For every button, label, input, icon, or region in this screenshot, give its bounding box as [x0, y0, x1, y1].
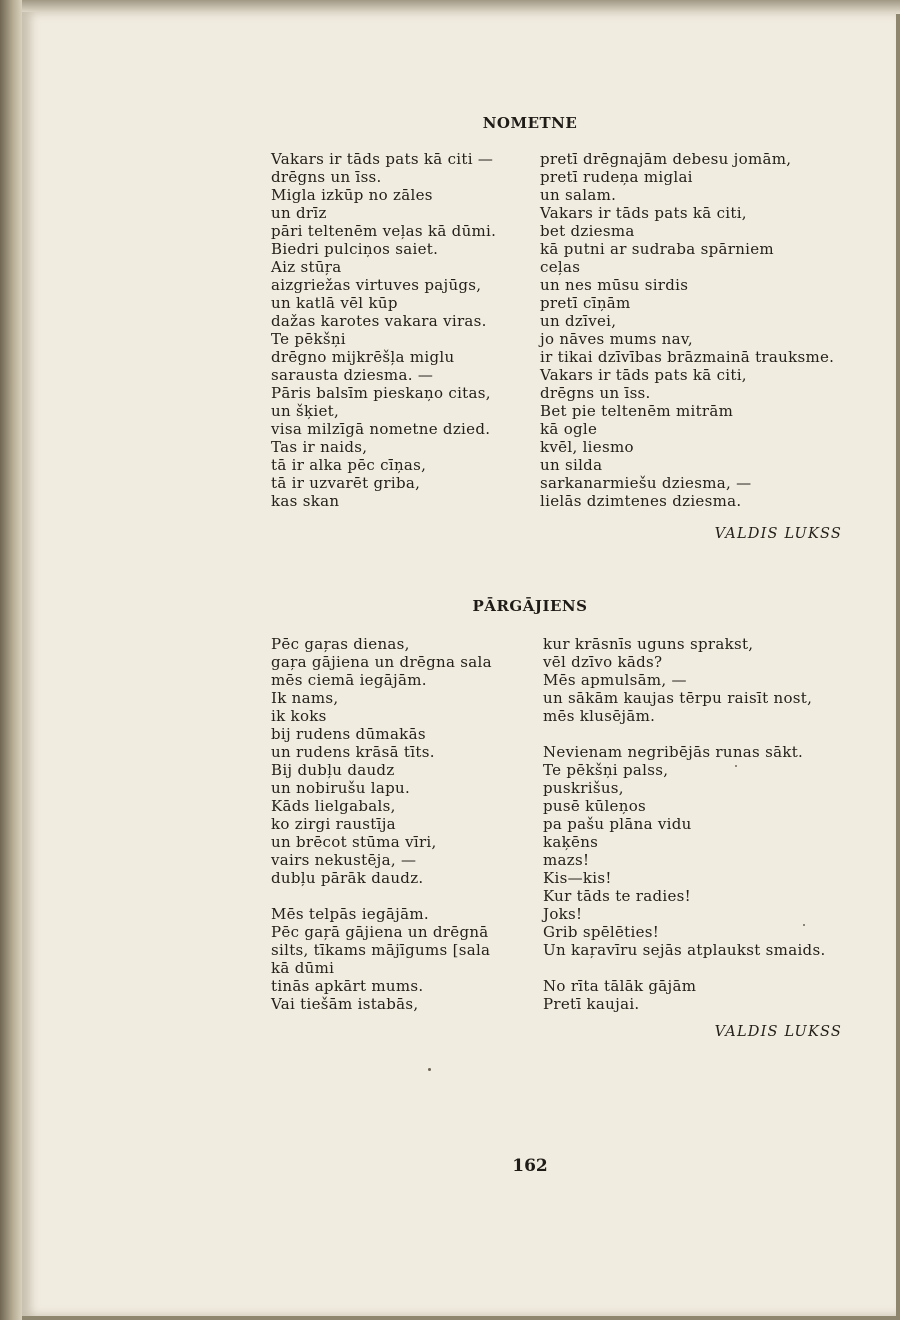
poem1-author: VALDIS LUKSS [714, 526, 842, 542]
poem-line: Kāds lielgabals, [271, 797, 396, 815]
poem-line: drēgns un īss. [271, 168, 382, 186]
poem-line: drēgno mijkrēšļa miglu [271, 348, 455, 366]
page-number: 162 [512, 1156, 548, 1176]
poem-line: Bij dubļu daudz [271, 761, 395, 779]
poem-line: dubļu pārāk daudz. [271, 869, 424, 887]
poem-line: un dzīvei, [540, 312, 617, 330]
poem-line: No rīta tālāk gājām [543, 977, 697, 995]
poem-line: kā dūmi [271, 959, 335, 977]
poem-line: pretī drēgnajām debesu jomām, [540, 150, 792, 168]
poem-line: un silda [540, 456, 603, 474]
poem-line: sarausta dziesma. — [271, 366, 434, 384]
poem-line: gaŗa gājiena un drēgna sala [271, 653, 492, 671]
poem-line: puskrišus, [543, 779, 624, 797]
poem-line: ceļas [540, 258, 581, 276]
poem-line: Vakars ir tāds pats kā citi, [540, 366, 747, 384]
paper-speck [735, 765, 737, 767]
poem-line: Tas ir naids, [271, 438, 368, 456]
poem-line: Migla izkūp no zāles [271, 186, 433, 204]
poem-line: tā ir uzvarēt griba, [271, 474, 421, 492]
poem-line: pretī rudeņa miglai [540, 168, 693, 186]
poem-line: kaķēns [543, 833, 599, 851]
poem-line: mēs klusējām. [543, 707, 656, 725]
poem-line: ko zirgi raustīja [271, 815, 396, 833]
poem-line: kur krāsnīs uguns sprakst, [543, 635, 754, 653]
poem-line: Joks! [543, 905, 583, 923]
poem-line: drēgns un īss. [540, 384, 651, 402]
poem-line [543, 959, 826, 977]
poem-line: Pāris balsīm pieskaņo citas, [271, 384, 491, 402]
paper-speck [428, 1068, 431, 1071]
poem-line: un rudens krāsā tīts. [271, 743, 435, 761]
poem-line: Vakars ir tāds pats kā citi, [540, 204, 747, 222]
poem2-left-column [271, 635, 492, 1013]
poem-line: bet dziesma [540, 222, 635, 240]
poem-line: tā ir alka pēc cīņas, [271, 456, 427, 474]
poem1-right-column [540, 150, 834, 510]
poem-line: Vakars ir tāds pats kā citi — [271, 150, 494, 168]
poem-line: ik koks [271, 707, 327, 725]
poem-line: Kis—kis! [543, 869, 612, 887]
poem-line: Nevienam negribējās runas sākt. [543, 743, 804, 761]
poem2-author: VALDIS LUKSS [714, 1024, 842, 1040]
poem2-right-column [543, 635, 826, 1013]
book-spine [0, 0, 22, 1320]
poem-line: pretī cīņām [540, 294, 631, 312]
poem-line: Aiz stūŗa [271, 258, 342, 276]
poem-line: pāri teltenēm veļas kā dūmi. [271, 222, 497, 240]
poem-line: Un kaŗavīru sejās atplaukst smaids. [543, 941, 826, 959]
poem-line: bij rudens dūmakās [271, 725, 426, 743]
poem-line [543, 725, 826, 743]
poem-line: Mēs apmulsām, — [543, 671, 687, 689]
poem1-title: NOMETNE [482, 114, 578, 132]
poem-line: un nes mūsu sirdis [540, 276, 689, 294]
poem-line: pusē kūleņos [543, 797, 647, 815]
poem-line: sarkanarmiešu dziesma, — [540, 474, 752, 492]
poem2-title: PĀRGĀJIENS [472, 597, 588, 615]
poem-line: kvēl, liesmo [540, 438, 634, 456]
paper-speck [803, 924, 805, 926]
poem-line: Grib spēlēties! [543, 923, 660, 941]
poem-line: Te pēkšņi palss, [543, 761, 669, 779]
poem-line: Te pēkšņi [271, 330, 346, 348]
poem-line: Pēc gaŗā gājiena un drēgnā [271, 923, 489, 941]
poem-line: un brēcot stūma vīri, [271, 833, 437, 851]
poem-line: Bet pie teltenēm mitrām [540, 402, 734, 420]
poem-line [271, 887, 492, 905]
poem-line: jo nāves mums nav, [540, 330, 693, 348]
poem-line: Pretī kaujai. [543, 995, 640, 1013]
poem-line: un katlā vēl kūp [271, 294, 398, 312]
poem-line: kā ogle [540, 420, 598, 438]
poem-line: kas skan [271, 492, 340, 510]
poem-line: Pēc gaŗas dienas, [271, 635, 410, 653]
poem-line: Kur tāds te radies! [543, 887, 692, 905]
poem-line: un nobirušu lapu. [271, 779, 411, 797]
poem-line: lielās dzimtenes dziesma. [540, 492, 742, 510]
poem-line: vēl dzīvo kāds? [543, 653, 663, 671]
poem-line: dažas karotes vakara viras. [271, 312, 487, 330]
poem-line: mēs ciemā iegājām. [271, 671, 427, 689]
poem-line: mazs! [543, 851, 590, 869]
poem-line: un drīz [271, 204, 327, 222]
poem-line: un salam. [540, 186, 617, 204]
poem-line: un šķiet, [271, 402, 340, 420]
poem-line: visa milzīgā nometne dzied. [271, 420, 491, 438]
poem-line: kā putni ar sudraba spārniem [540, 240, 774, 258]
poem-line: ir tikai dzīvības brāzmainā trauksme. [540, 348, 835, 366]
poem-line: Ik nams, [271, 689, 339, 707]
poem1-left-column [271, 150, 496, 510]
poem-line: tinās apkārt mums. [271, 977, 424, 995]
poem-line: aizgriežas virtuves pajūgs, [271, 276, 482, 294]
poem-line: Vai tiešām istabās, [271, 995, 419, 1013]
poem-line: silts, tīkams mājīgums [sala [271, 941, 491, 959]
poem-line: vairs nekustēja, — [271, 851, 417, 869]
poem-line: pa pašu plāna vidu [543, 815, 692, 833]
poem-line: Biedri pulciņos saiet. [271, 240, 439, 258]
poem-line: Mēs telpās iegājām. [271, 905, 429, 923]
poem-line: un sākām kaujas tērpu raisīt nost, [543, 689, 813, 707]
